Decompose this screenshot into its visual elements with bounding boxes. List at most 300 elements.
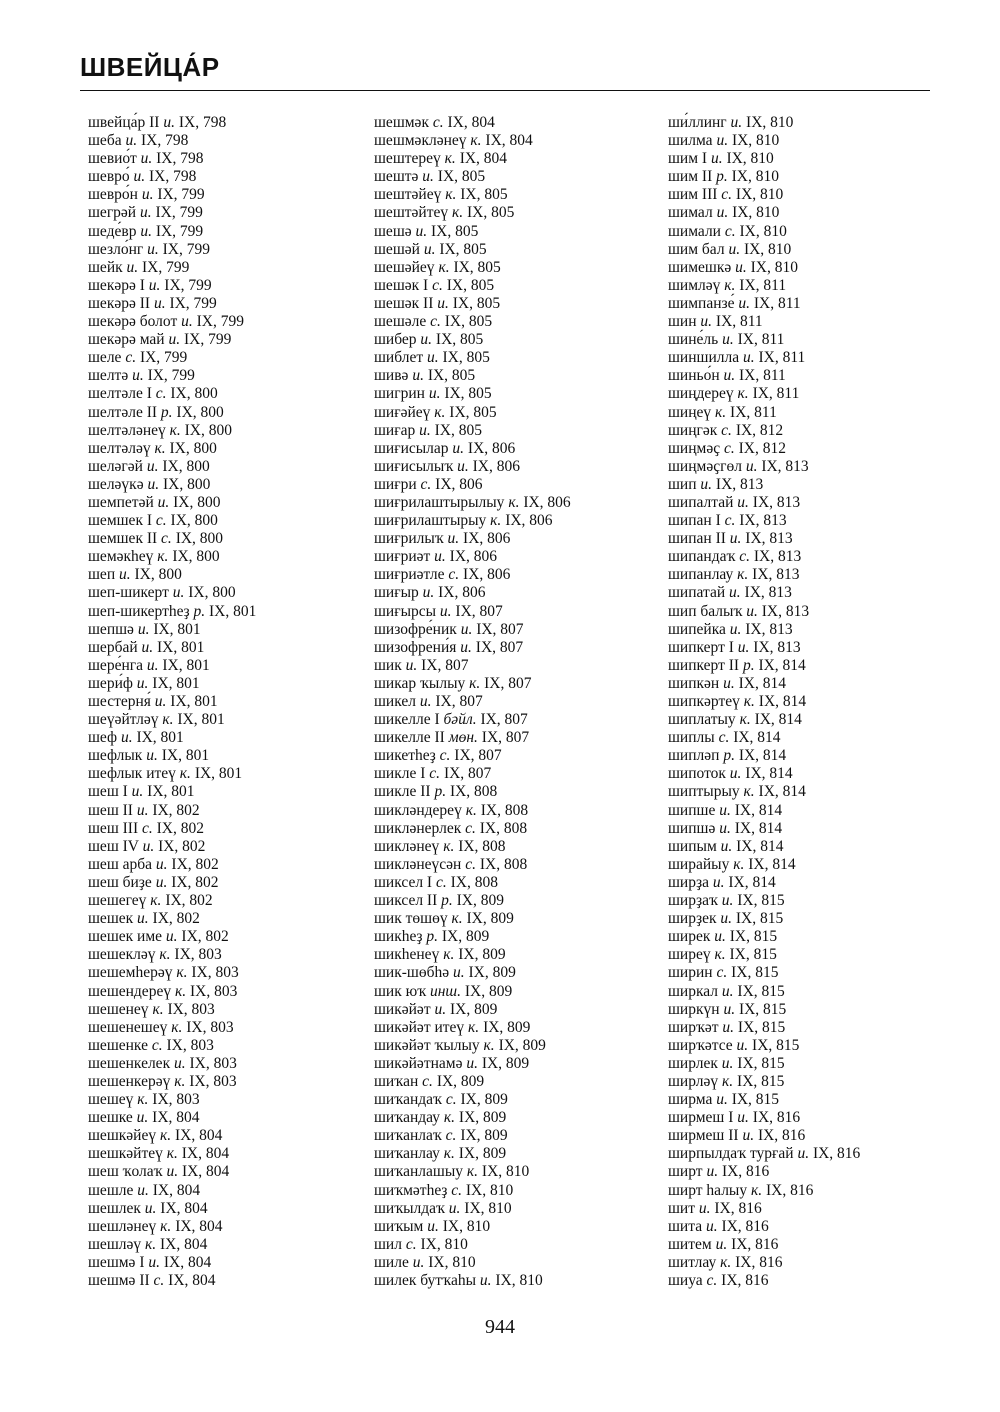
index-entry <box>88 313 256 331</box>
entry-volume-page: IX, 809 <box>456 892 504 910</box>
index-entry <box>668 223 860 241</box>
index-entry <box>374 1037 571 1055</box>
index-entry <box>88 856 256 874</box>
index-entry <box>88 910 256 928</box>
index-entry <box>374 820 571 838</box>
entry-part-of-speech: к. <box>743 693 755 710</box>
entry-volume-page: IX, 808 <box>450 873 498 891</box>
entry-headword: шиҡым <box>374 1217 424 1235</box>
entry-part-of-speech: к. <box>451 204 464 222</box>
entry-volume-page: IX, 800 <box>173 493 221 511</box>
entry-volume-page: IX, 810 <box>731 132 780 150</box>
entry-volume-page: IX, 809 <box>466 910 514 928</box>
entry-part-of-speech: и. <box>729 584 741 602</box>
entry-part-of-speech: к. <box>508 493 520 511</box>
entry-volume-page: IX, 813 <box>752 493 801 511</box>
entry-part-of-speech: и. <box>172 584 185 602</box>
index-entry <box>374 1272 571 1290</box>
running-header: ШВЕЙЦА́Р <box>80 52 220 82</box>
entry-headword: шик төшөү <box>374 910 448 928</box>
entry-headword: шеш I <box>88 783 128 801</box>
entry-headword: шиңдереү <box>668 385 734 403</box>
entry-headword: шимләү <box>668 276 721 294</box>
entry-volume-page: IX, 801 <box>194 765 243 783</box>
entry-volume-page: IX, 802 <box>171 873 219 891</box>
entry-volume-page: IX, 814 <box>736 837 784 855</box>
index-entry <box>374 186 571 204</box>
index-entry <box>88 1127 256 1145</box>
index-entry <box>374 928 571 946</box>
entry-part-of-speech: к. <box>145 1235 157 1253</box>
entry-volume-page: IX, 816 <box>735 1253 783 1271</box>
index-entry <box>374 349 571 367</box>
index-entry <box>88 331 256 349</box>
entry-volume-page: IX, 805 <box>460 186 508 204</box>
entry-headword: шиҡанлау <box>374 1145 440 1163</box>
entry-volume-page: IX, 816 <box>757 1127 806 1145</box>
entry-headword: шешке <box>88 1109 133 1127</box>
index-entry <box>374 729 571 747</box>
entry-volume-page: IX, 798 <box>149 168 197 186</box>
entry-volume-page: IX, 810 <box>465 1181 514 1199</box>
entry-part-of-speech: и. <box>723 674 735 692</box>
entry-headword: шиҡандаҡ <box>374 1091 442 1109</box>
entry-headword: шешкәйтеү <box>88 1145 163 1163</box>
entry-headword: шеф <box>88 729 118 747</box>
entry-part-of-speech: с. <box>706 1272 718 1289</box>
entry-headword: шиҡылдаҡ <box>374 1199 445 1217</box>
index-entry <box>374 1182 571 1200</box>
entry-headword: шиғри <box>374 475 417 493</box>
index-entry <box>88 1073 256 1091</box>
entry-volume-page: IX, 815 <box>729 928 778 946</box>
entry-headword: шилма <box>668 132 713 150</box>
entry-headword: шипейка <box>668 620 726 638</box>
entry-part-of-speech: и. <box>439 602 452 620</box>
index-entry <box>374 1145 571 1163</box>
entry-headword: шиңгәк <box>668 421 718 439</box>
entry-volume-page: IX, 799 <box>162 240 210 258</box>
entry-part-of-speech: р. <box>441 892 453 910</box>
entry-headword: шизофрени́я <box>374 638 457 656</box>
entry-part-of-speech: к. <box>468 1018 480 1036</box>
entry-headword: ширкүн <box>668 1000 720 1018</box>
entry-headword: шеләүкә <box>88 475 144 493</box>
entry-volume-page: IX, 810 <box>731 168 779 186</box>
index-entry <box>374 838 571 856</box>
entry-part-of-speech: и. <box>427 349 439 367</box>
entry-volume-page: IX, 815 <box>752 1036 800 1054</box>
index-entry <box>374 1091 571 1109</box>
entry-volume-page: IX, 808 <box>458 837 506 855</box>
entry-volume-page: IX, 800 <box>134 566 182 584</box>
entry-part-of-speech: с. <box>739 548 750 566</box>
entry-part-of-speech: и. <box>452 439 465 457</box>
index-entry <box>88 204 256 222</box>
entry-headword: шип балыҡ <box>668 602 743 620</box>
entry-headword: шипкән <box>668 674 720 692</box>
index-entry <box>374 313 571 331</box>
index-entry <box>374 747 571 765</box>
entry-volume-page: IX, 811 <box>758 349 806 367</box>
entry-headword: шик-шөбһә <box>374 964 450 982</box>
index-entry <box>668 458 860 476</box>
index-entry <box>88 603 256 621</box>
entry-part-of-speech: и. <box>144 1199 157 1217</box>
entry-part-of-speech: и. <box>427 1217 439 1235</box>
index-entry <box>374 765 571 783</box>
entry-headword: шекәрә II <box>88 294 151 312</box>
entry-volume-page: IX, 814 <box>745 765 793 783</box>
entry-volume-page: IX, 800 <box>170 385 218 403</box>
entry-volume-page: IX, 803 <box>167 1000 215 1018</box>
entry-volume-page: IX, 809 <box>498 1036 546 1054</box>
entry-headword: шеп-шикерт <box>88 584 169 602</box>
index-entry <box>88 367 256 385</box>
entry-volume-page: IX, 809 <box>468 964 516 982</box>
entry-part-of-speech: к. <box>465 801 477 819</box>
entry-headword: шипан II <box>668 530 726 548</box>
entry-headword: шегрәй <box>88 204 137 222</box>
entry-volume-page: IX, 811 <box>752 385 800 403</box>
entry-part-of-speech: и. <box>737 493 749 511</box>
entry-part-of-speech: и. <box>710 150 723 168</box>
entry-part-of-speech: и. <box>746 602 758 620</box>
entry-part-of-speech: и. <box>735 258 747 276</box>
entry-volume-page: IX, 808 <box>479 855 528 873</box>
entry-part-of-speech: и. <box>719 801 731 819</box>
entry-part-of-speech: и. <box>147 475 160 493</box>
entry-part-of-speech: к. <box>162 711 174 729</box>
index-entry <box>88 1200 256 1218</box>
index-entry <box>668 584 860 602</box>
entry-part-of-speech: к. <box>739 711 751 729</box>
index-entry <box>668 1001 860 1019</box>
entry-headword: шешәк I <box>374 276 429 294</box>
entry-part-of-speech: с. <box>429 765 441 783</box>
index-entry <box>668 114 860 132</box>
entry-headword: шиңмәҫ <box>668 439 721 457</box>
entry-part-of-speech: с. <box>721 421 732 439</box>
entry-headword: шипшә <box>668 819 716 837</box>
entry-volume-page: IX, 800 <box>169 439 217 457</box>
entry-part-of-speech: к. <box>443 946 455 964</box>
entry-part-of-speech: р. <box>434 783 447 801</box>
entry-volume-page: IX, 804 <box>485 132 533 150</box>
entry-volume-page: IX, 805 <box>439 240 487 258</box>
entry-headword: шиптырыу <box>668 783 740 801</box>
entry-headword: шеп <box>88 566 116 584</box>
entry-headword: шешәле <box>374 313 427 331</box>
entry-headword: шин <box>668 313 697 331</box>
entry-part-of-speech: и. <box>737 1109 749 1127</box>
entry-part-of-speech: и. <box>715 1235 728 1253</box>
entry-part-of-speech: к. <box>438 258 450 276</box>
entry-volume-page: IX, 799 <box>183 331 232 349</box>
entry-volume-page: IX, 815 <box>737 982 785 1000</box>
entry-headword: шипләп <box>668 747 720 765</box>
entry-volume-page: IX, 808 <box>449 783 498 801</box>
entry-headword: шиғриәт <box>374 548 431 566</box>
index-entry <box>374 1109 571 1127</box>
entry-volume-page: IX, 800 <box>176 403 224 421</box>
index-entry <box>668 295 860 313</box>
entry-part-of-speech: к. <box>490 512 502 530</box>
entry-part-of-speech: и. <box>173 1054 186 1072</box>
entry-part-of-speech: к. <box>137 1091 149 1109</box>
index-entry <box>668 1091 860 1109</box>
entry-part-of-speech: и. <box>146 656 159 674</box>
entry-headword: шеләгәй <box>88 457 143 475</box>
entry-volume-page: IX, 811 <box>739 367 786 385</box>
index-entry <box>668 204 860 222</box>
entry-headword: шеп-шикертһеҙ <box>88 602 190 620</box>
index-entry <box>668 259 860 277</box>
entry-headword: шикле II <box>374 783 431 801</box>
entry-part-of-speech: с. <box>445 1127 457 1145</box>
entry-volume-page: IX, 799 <box>155 222 204 240</box>
entry-part-of-speech: и. <box>705 1217 718 1235</box>
index-entry <box>88 277 256 295</box>
entry-volume-page: IX, 807 <box>443 765 492 783</box>
entry-headword: шешәйеү <box>374 258 435 276</box>
entry-volume-page: IX, 799 <box>157 186 205 204</box>
entry-headword: ширҙек <box>668 910 717 928</box>
index-entry <box>374 657 571 675</box>
entry-part-of-speech: с. <box>445 1091 457 1109</box>
entry-headword: шемшек I <box>88 512 153 530</box>
entry-volume-page: IX, 805 <box>431 222 479 240</box>
index-entry <box>668 892 860 910</box>
entry-headword: шим III <box>668 186 718 204</box>
entry-headword: шикһенеү <box>374 946 440 964</box>
entry-part-of-speech: и. <box>729 620 742 638</box>
entry-part-of-speech: к. <box>737 385 749 403</box>
entry-part-of-speech: к. <box>733 855 745 873</box>
index-entry <box>668 964 860 982</box>
index-entry <box>88 747 256 765</box>
entry-volume-page: IX, 806 <box>463 566 511 584</box>
entry-part-of-speech: и. <box>434 548 446 566</box>
entry-volume-page: IX, 806 <box>435 475 483 493</box>
index-entry <box>668 928 860 946</box>
entry-part-of-speech: с. <box>142 819 153 837</box>
entry-headword: шим бал <box>668 240 725 258</box>
entry-headword: шине́ль <box>668 331 719 349</box>
entry-headword: шиғыр <box>374 584 419 602</box>
entry-part-of-speech: и. <box>120 729 133 747</box>
entry-part-of-speech: к. <box>750 1181 763 1199</box>
entry-headword: шипкерт I <box>668 638 734 656</box>
entry-volume-page: IX, 812 <box>738 439 786 457</box>
entry-part-of-speech: и. <box>466 1054 478 1072</box>
index-entry <box>668 367 860 385</box>
entry-part-of-speech: к. <box>152 1000 164 1018</box>
entry-volume-page: IX, 815 <box>731 964 779 982</box>
entry-volume-page: IX, 802 <box>181 928 229 946</box>
entry-volume-page: IX, 804 <box>174 1127 223 1145</box>
entry-part-of-speech: к. <box>722 1072 734 1090</box>
entry-volume-page: IX, 811 <box>715 313 763 331</box>
entry-volume-page: IX, 804 <box>459 150 508 168</box>
entry-volume-page: IX, 807 <box>454 747 502 765</box>
entry-headword: шезло́нг <box>88 240 144 258</box>
entry-volume-page: IX, 803 <box>174 946 222 964</box>
index-entry <box>668 874 860 892</box>
entry-headword: шевио́т <box>88 150 137 168</box>
entry-part-of-speech: и. <box>460 620 473 638</box>
entry-part-of-speech: и. <box>720 910 733 928</box>
entry-headword: шикһеҙ <box>374 928 423 946</box>
entry-headword: ширин <box>668 964 713 982</box>
entry-part-of-speech: к. <box>737 566 749 584</box>
index-entry <box>668 1182 860 1200</box>
entry-headword: шиксел II <box>374 892 438 910</box>
entry-part-of-speech: и. <box>146 747 158 765</box>
entry-volume-page: IX, 810 <box>746 114 794 131</box>
index-entry <box>88 765 256 783</box>
entry-volume-page: IX, 806 <box>467 439 516 457</box>
entry-volume-page: IX, 808 <box>480 801 529 819</box>
entry-headword: ширҡәтсе <box>668 1036 733 1054</box>
entry-volume-page: IX, 801 <box>136 729 184 747</box>
entry-volume-page: IX, 813 <box>745 620 793 638</box>
entry-part-of-speech: р. <box>716 168 728 186</box>
entry-headword: ширайыу <box>668 855 730 873</box>
entry-volume-page: IX, 815 <box>737 1072 785 1090</box>
entry-headword: шикәйәт <box>374 1000 431 1018</box>
index-entry <box>668 657 860 675</box>
entry-part-of-speech: с. <box>465 819 476 837</box>
index-entry <box>668 186 860 204</box>
entry-part-of-speech: к. <box>445 186 457 204</box>
entry-part-of-speech: к. <box>159 946 171 964</box>
index-entry <box>88 241 256 259</box>
entry-volume-page: IX, 807 <box>480 711 528 729</box>
index-entry <box>374 476 571 494</box>
entry-headword: шепшә <box>88 620 134 638</box>
index-entry <box>88 385 256 403</box>
entry-headword: шешмә I <box>88 1253 145 1271</box>
entry-part-of-speech: и. <box>716 204 729 222</box>
entry-part-of-speech: и. <box>742 1127 755 1145</box>
entry-volume-page: IX, 814 <box>754 711 802 729</box>
entry-part-of-speech: и. <box>722 1018 735 1036</box>
entry-part-of-speech: к. <box>169 421 181 439</box>
entry-headword: шик <box>374 656 402 674</box>
entry-volume-page: IX, 807 <box>476 620 524 638</box>
entry-volume-page: IX, 806 <box>505 512 553 530</box>
entry-part-of-speech: и. <box>797 1145 810 1163</box>
entry-headword: шиғисылыҡ <box>374 457 454 475</box>
entry-volume-page: IX, 799 <box>164 276 212 294</box>
index-entry <box>374 603 571 621</box>
index-entry <box>668 313 860 331</box>
index-entry <box>668 621 860 639</box>
entry-headword: шикәйәт итеү <box>374 1018 465 1036</box>
index-entry <box>374 693 571 711</box>
entry-part-of-speech: с. <box>716 964 728 982</box>
entry-volume-page: IX, 807 <box>481 729 530 747</box>
entry-part-of-speech: с. <box>405 1235 417 1253</box>
entry-part-of-speech: с. <box>153 1272 165 1289</box>
entry-volume-page: IX, 804 <box>152 1109 200 1127</box>
index-entry <box>88 132 256 150</box>
entry-volume-page: IX, 800 <box>184 421 232 439</box>
index-column-3 <box>668 114 860 1290</box>
entry-volume-page: IX, 806 <box>472 457 520 475</box>
entry-part-of-speech: к. <box>171 1018 183 1036</box>
entry-headword: шешлек <box>88 1199 141 1217</box>
index-entry <box>88 259 256 277</box>
index-entry <box>88 440 256 458</box>
entry-headword: шеш III <box>88 819 139 837</box>
entry-headword: шим II <box>668 168 713 186</box>
index-entry <box>668 1055 860 1073</box>
entry-part-of-speech: к. <box>174 982 187 1000</box>
index-entry <box>88 548 256 566</box>
entry-headword: шелтәләү <box>88 439 151 457</box>
entry-part-of-speech: и. <box>141 638 154 656</box>
entry-headword: шешмәк <box>374 114 429 131</box>
index-entry <box>374 856 571 874</box>
entry-part-of-speech: и. <box>422 168 434 186</box>
index-entry <box>374 404 571 422</box>
entry-volume-page: IX, 814 <box>738 747 787 765</box>
index-entry <box>88 1272 256 1290</box>
entry-part-of-speech: и. <box>729 765 742 783</box>
entry-part-of-speech: с. <box>422 1072 433 1090</box>
entry-part-of-speech: и. <box>745 457 758 475</box>
entry-volume-page: IX, 813 <box>739 512 787 530</box>
entry-headword: шиплы <box>668 729 715 747</box>
entry-part-of-speech: к. <box>159 1127 172 1145</box>
entry-headword: шиньо́н <box>668 367 720 385</box>
entry-part-of-speech: и. <box>723 1000 736 1018</box>
entry-headword: шиғрилыҡ <box>374 530 444 548</box>
entry-headword: шешләү <box>88 1235 142 1253</box>
entry-headword: шешеү <box>88 1091 134 1109</box>
index-entry <box>88 675 256 693</box>
entry-headword: шеш II <box>88 801 133 819</box>
index-entry <box>374 168 571 186</box>
entry-volume-page: IX, 802 <box>156 819 204 837</box>
entry-headword: шемпетәй <box>88 493 154 511</box>
entry-volume-page: IX, 807 <box>484 674 532 692</box>
index-entry <box>374 295 571 313</box>
entry-volume-page: IX, 816 <box>765 1181 814 1199</box>
entry-volume-page: IX, 802 <box>158 837 206 855</box>
index-entry <box>668 476 860 494</box>
entry-volume-page: IX, 809 <box>460 1091 508 1109</box>
entry-volume-page: IX, 809 <box>449 1000 498 1018</box>
entry-part-of-speech: и. <box>460 638 472 656</box>
entry-headword: шестерня́ <box>88 693 151 710</box>
entry-part-of-speech: р. <box>742 656 755 674</box>
entry-volume-page: IX, 801 <box>162 656 210 674</box>
index-entry <box>374 132 571 150</box>
entry-volume-page: IX, 804 <box>181 1145 230 1163</box>
entry-headword: ширек <box>668 928 711 946</box>
entry-headword: шиғрилаштырылыу <box>374 493 505 511</box>
entry-part-of-speech: р. <box>193 602 206 620</box>
entry-headword: шешләнеү <box>88 1217 157 1235</box>
entry-headword: шимешкә <box>668 258 732 276</box>
entry-headword: шикел <box>374 693 416 710</box>
entry-part-of-speech: с. <box>721 186 733 204</box>
entry-part-of-speech: и. <box>137 910 149 928</box>
index-entry <box>374 1001 571 1019</box>
